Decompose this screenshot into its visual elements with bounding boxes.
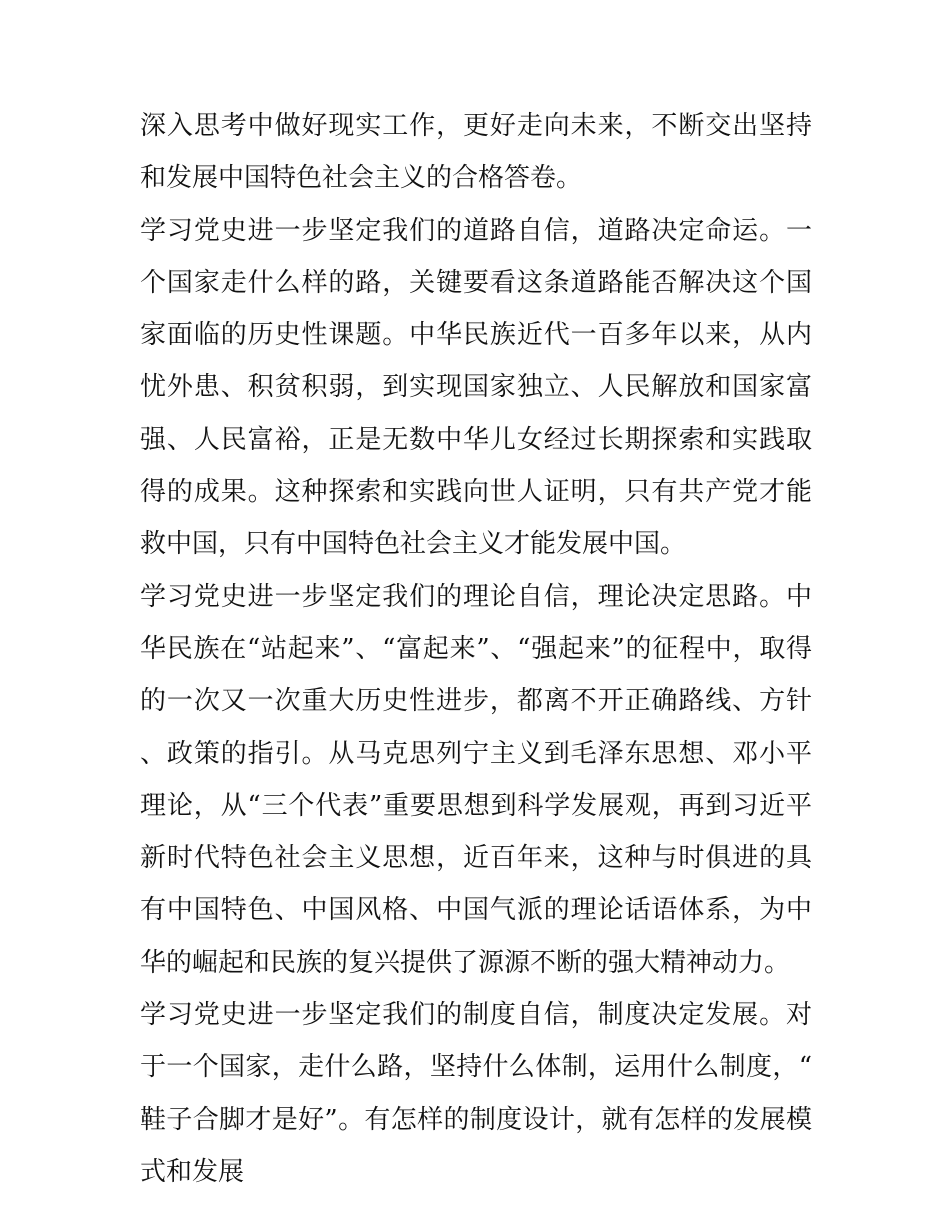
document-body — [140, 100, 812, 1198]
paragraph-2: 学习党史进一步坚定我们的道路自信，道路决定命运。一个国家走什么样的路，关键要看这条道路能否解决这个国家面临的历史性课题。中华民族近代一百多年以来，从内忧外患、积贫积弱，到实现国家独立、人民解放和国家富强、人民富裕，正是无数中华儿女经过长期探索和实践取得的成果。这种探索和实践向世人证明，只有共产党才能救中国，只有中国特色社会主义才能发展中国。 — [140, 215, 812, 560]
paragraph-1: 深入思考中做好现实工作，更好走向未来，不断交出坚持和发展中国特色社会主义的合格答卷。 — [140, 111, 812, 194]
paragraph-3: 学习党史进一步坚定我们的理论自信，理论决定思路。中华民族在“站起来”、“富起来”、“强起来”的征程中，取得的一次又一次重大历史性进步，都离不开正确路线、方针、政策的指引。从马克思列宁主义到毛泽东思想、邓小平理论，从“三个代表”重要思想到科学发展观，再到习近平新时代特色社会主义思想，近百年来，这种与时俱进的具有中国特色、中国风格、中国气派的理论话语体系，为中华的崛起和民族的复兴提供了源源不断的强大精神动力。 — [140, 581, 812, 978]
paragraph-4: 学习党史进一步坚定我们的制度自信，制度决定发展。对于一个国家，走什么路，坚持什么体制，运用什么制度，“鞋子合脚才是好”。有怎样的制度设计，就有怎样的发展模式和发展 — [140, 1000, 812, 1187]
